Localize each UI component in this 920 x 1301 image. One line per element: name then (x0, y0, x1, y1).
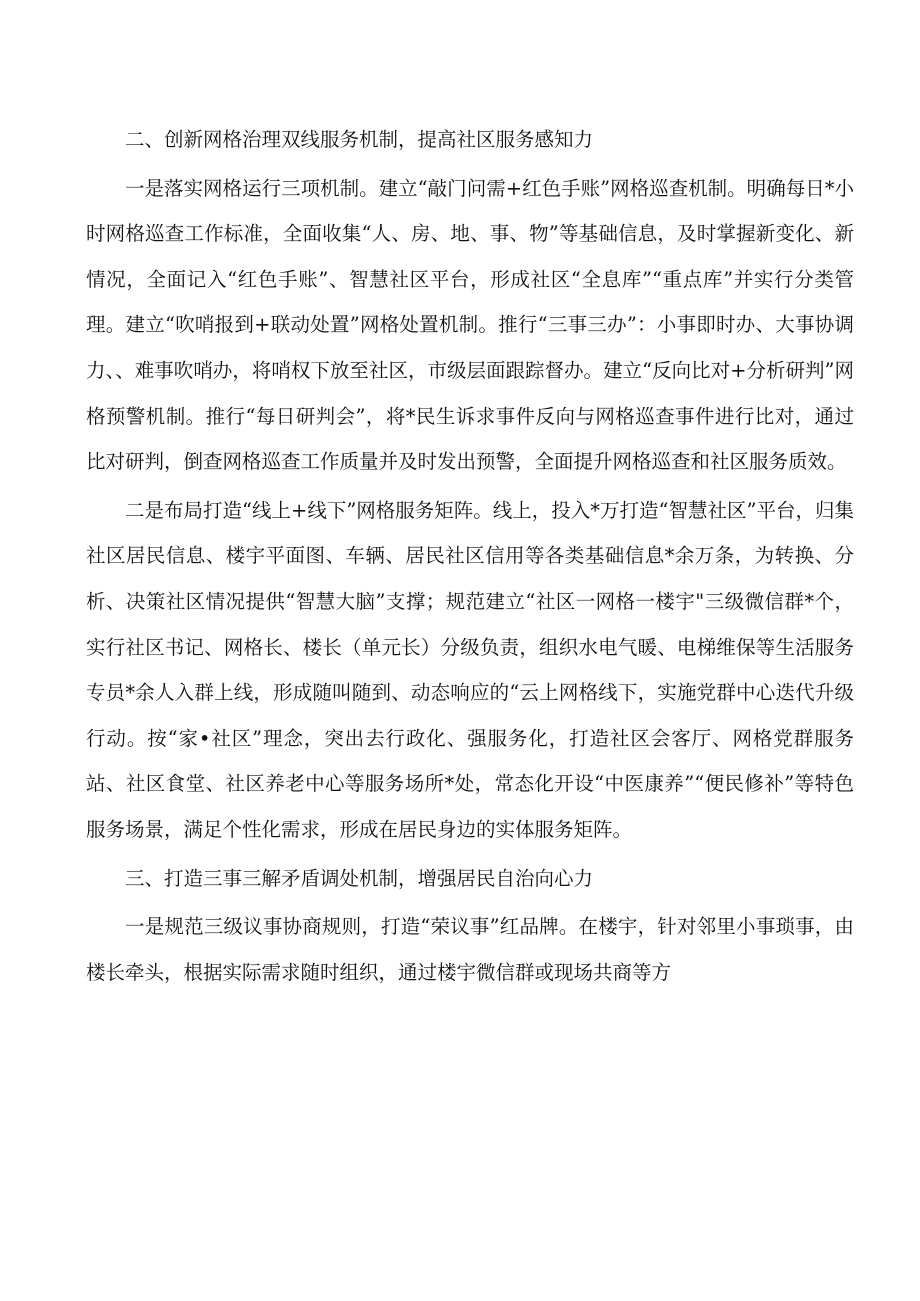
document-body (86, 117, 854, 995)
body-paragraph: 一是规范三级议事协商规则，打造“荣议事”红品牌。在楼宇，针对邻里小事琐事，由楼长牵头，根据实际需求随时组织，通过楼宇微信群或现场共商等方 (86, 915, 854, 984)
body-paragraph: 二是布局打造“线上+线下”网格服务矩阵。线上，投入*万打造“智慧社区”平台，归集社区居民信息、楼宇平面图、车辆、居民社区信用等各类基础信息*余万条，为转换、分析、决策社区情况提供“智慧大脑”支撑；规范建立“社区一网格一楼宇"三级微信群*个，实行社区书记、网格长、楼长（单元长）分级负责，组织水电气暖、电梯维保等生活服务专员*余人入群上线，形成随叫随到、动态响应的“云上网格线下，实施党群中心迭代升级行动。按“家•社区”理念，突出去行政化、强服务化，打造社区会客厅、网格党群服务站、社区食堂、社区养老中心等服务场所*处，常态化开设“中医康养”“便民修补”等特色服务场景，满足个性化需求，形成在居民身边的实体服务矩阵。 (86, 498, 854, 841)
section-heading-2: 二、创新网格治理双线服务机制，提高社区服务感知力 (125, 128, 594, 151)
body-paragraph: 一是落实网格运行三项机制。建立“敲门问需+红色手账”网格巡查机制。明确每日*小时网格巡查工作标准，全面收集“人、房、地、事、物”等基础信息，及时掌握新变化、新情况，全面记入“红色手账”、智慧社区平台，形成社区“全息库”“重点库”并实行分类管理。建立“吹哨报到+联动处置”网格处置机制。推行“三事三办”：小事即时办、大事协调力、、难事吹哨办，将哨权下放至社区，市级层面跟踪督办。建立“反向比对+分析研判”网格预警机制。推行“每日研判会”，将*民生诉求事件反向与网格巡查事件进行比对，通过比对研判，倒查网格巡查工作质量并及时发出预警，全面提升网格巡查和社区服务质效。 (86, 176, 854, 474)
section-heading-3: 三、打造三事三解矛盾调处机制，增强居民自治向心力 (125, 866, 594, 890)
